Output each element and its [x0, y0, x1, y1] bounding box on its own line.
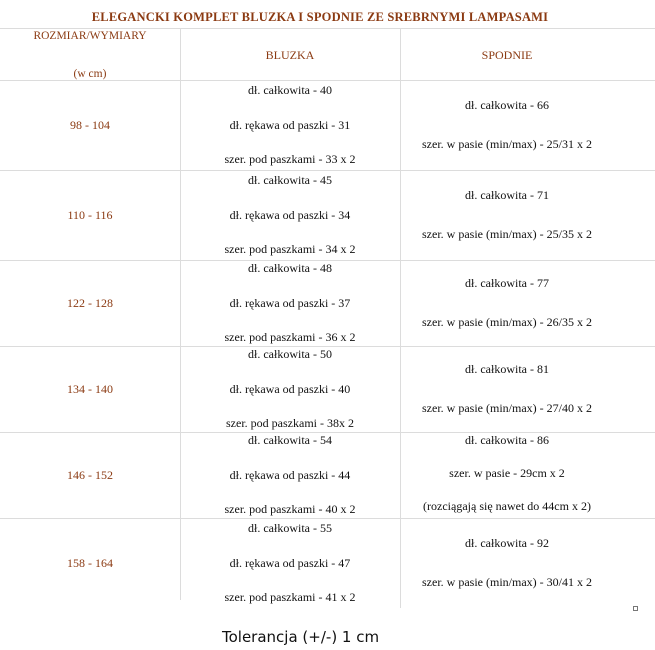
pants-waist: szer. w pasie (min/max) - 25/35 x 2 — [422, 227, 592, 241]
checkbox-square-icon — [633, 606, 638, 611]
blouse-width: szer. pod paszkami - 34 x 2 — [224, 242, 356, 256]
size-value: 146 - 152 — [67, 467, 113, 482]
blouse-sleeve: dł. rękawa od paszki - 34 — [229, 207, 351, 222]
blouse-cell — [180, 80, 400, 170]
size-cell — [0, 80, 180, 170]
blouse-width: szer. pod paszkami - 36 x 2 — [224, 330, 356, 344]
header-blouse-label: BLUZKA — [265, 47, 315, 62]
header-blouse — [180, 30, 400, 80]
blouse-length: dł. całkowita - 50 — [248, 347, 332, 361]
pants-length: dł. całkowita - 81 — [465, 362, 549, 376]
size-value: 122 - 128 — [67, 295, 113, 310]
pants-cell — [400, 518, 614, 608]
blouse-cell — [180, 344, 400, 434]
blouse-cell — [180, 430, 400, 520]
blouse-sleeve: dł. rękawa od paszki - 31 — [229, 117, 351, 132]
table-title: ELEGANCKI KOMPLET BLUZKA I SPODNIE ZE SREBRNYMI LAMPASAMI — [91, 10, 549, 24]
size-cell — [0, 346, 180, 432]
size-value: 110 - 116 — [67, 207, 113, 222]
header-size — [0, 30, 180, 80]
header-pants-label: SPODNIE — [481, 47, 533, 62]
pants-length: dł. całkowita - 71 — [465, 188, 549, 202]
blouse-width: szer. pod paszkami - 33 x 2 — [224, 152, 356, 166]
pants-length: dł. całkowita - 77 — [465, 276, 549, 290]
size-value: 158 - 164 — [67, 555, 113, 570]
blouse-width: szer. pod paszkami - 40 x 2 — [224, 502, 356, 516]
blouse-cell — [180, 170, 400, 260]
size-cell — [0, 170, 180, 260]
blouse-width: szer. pod paszkami - 38x 2 — [226, 416, 354, 430]
grid-line — [0, 28, 655, 29]
header-size-unit: (w cm) — [73, 68, 107, 80]
pants-waist: szer. w pasie (min/max) - 30/41 x 2 — [422, 575, 592, 589]
header-size-label: ROZMIAR/WYMIARY — [33, 30, 147, 42]
header-pants — [400, 30, 614, 80]
pants-waist: szer. w pasie (min/max) - 27/40 x 2 — [422, 401, 592, 415]
size-cell — [0, 518, 180, 608]
pants-cell — [400, 260, 614, 346]
tolerance-note: Tolerancja (+/-) 1 cm — [222, 628, 380, 646]
blouse-sleeve: dł. rękawa od paszki - 47 — [229, 555, 351, 570]
pants-cell — [400, 170, 614, 260]
size-value: 134 - 140 — [67, 381, 113, 396]
blouse-length: dł. całkowita - 48 — [248, 261, 332, 275]
blouse-length: dł. całkowita - 55 — [248, 521, 332, 535]
pants-waist: szer. w pasie (min/max) - 25/31 x 2 — [422, 137, 592, 151]
blouse-sleeve: dł. rękawa od paszki - 37 — [229, 295, 351, 310]
blouse-length: dł. całkowita - 40 — [248, 83, 332, 97]
blouse-length: dł. całkowita - 45 — [248, 173, 332, 187]
pants-length: dł. całkowita - 92 — [465, 536, 549, 550]
size-cell — [0, 432, 180, 518]
size-cell — [0, 260, 180, 346]
blouse-sleeve: dł. rękawa od paszki - 40 — [229, 381, 351, 396]
pants-stretch-note: (rozciągają się nawet do 44cm x 2) — [423, 499, 591, 513]
pants-cell — [400, 80, 614, 170]
pants-waist: szer. w pasie - 29cm x 2 — [449, 466, 565, 480]
pants-cell — [400, 346, 614, 432]
pants-length: dł. całkowita - 66 — [465, 98, 549, 112]
blouse-width: szer. pod paszkami - 41 x 2 — [224, 590, 356, 604]
pants-waist: szer. w pasie (min/max) - 26/35 x 2 — [422, 315, 592, 329]
blouse-cell — [180, 258, 400, 348]
pants-cell — [400, 430, 614, 520]
size-value: 98 - 104 — [70, 117, 110, 132]
blouse-sleeve: dł. rękawa od paszki - 44 — [229, 467, 351, 482]
blouse-length: dł. całkowita - 54 — [248, 433, 332, 447]
pants-length: dł. całkowita - 86 — [465, 433, 549, 447]
blouse-cell — [180, 518, 400, 608]
